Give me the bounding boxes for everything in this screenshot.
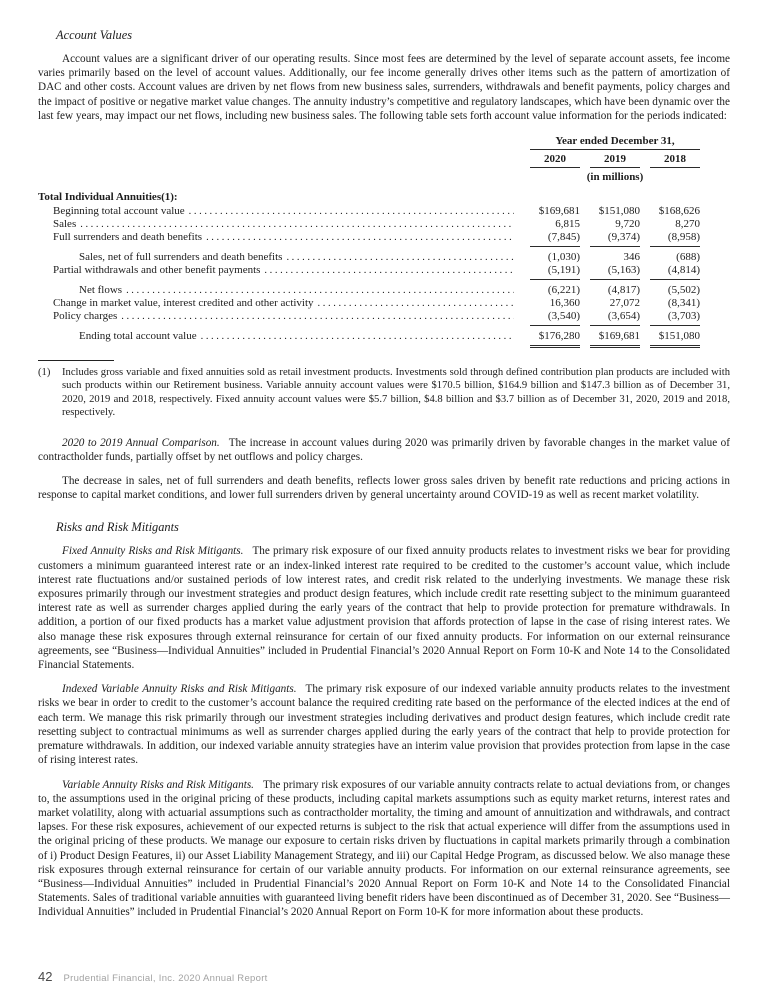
indexed-variable-text: The primary risk exposure of our indexed variable annuity products relates to the investment risks we bear in order to credit to the customer’s account balance the required crediting rate based on the performance of the elected indices at the end of each term. We manage this risk primarily through our investment strategies including derivatives and product design features, which include credit rate resetting subject to contractual minimums as well as surrender charges applied during the early years of the contract that help to provide protection for premature withdrawals. In addition, our indexed variable annuity strategies have an interim value provision that provides protection from lapse in the case of rising interest rates. xyxy=(38,683,731,767)
dot-leader xyxy=(80,218,514,231)
intro-paragraph: Account values are a significant driver of our operating results. Since most fees are determined by the level of separate account assets, fee income varies primarily based on the level of account values. Additionally, our fee income generally drives other items such as the pattern of amortization of DAC and other costs. Account values are driven by net flows from new business sales, surrenders, withdrawals and benefit payments, policy charges and the impact of positive or negative market value changes. The annuity industry’s competitive and regulatory landscapes, which have been dynamic over the last few years, may impact our net flows, including new business sales. The following table sets forth account value information for the periods indicated: xyxy=(38,53,730,122)
row-label-cell xyxy=(38,297,520,310)
decrease-paragraph: The decrease in sales, net of full surrenders and death benefits, reflects lower gross sales driven by benefit rate reductions and pricing actions in response to capital market conditions, and lower full surrenders driven by general uncertainty around COVID-19 as well as recent market volatility. xyxy=(38,475,730,502)
year-ended-label: Year ended December 31, xyxy=(530,135,700,150)
cell-value: (5,163) xyxy=(590,264,640,280)
variable-annuity-text: The primary risk exposures of our variable annuity contracts relate to actual deviations from, or changes to, the assumptions used in the original pricing of these products, including capital markets assumptions such as equity market returns, interest rates and market volatility, along with actuarial assumptions such as contractholder mortality, the timing and amount of annuitization and withdrawals, and contract lapses. For these risk exposures, achievement of our expected returns is subject to the risk that actual experience will differ from the assumptions used in the original pricing of these products. We manage our exposure to certain risks driven by fluctuations in capital markets primarily through a combination of i) Product Design Features, ii) our Asset Liability Management Strategy, and iii) our Capital Hedge Program, as discussed below. We also manage these risk exposures through external reinsurance for certain of our variable annuity products. For information on our external reinsurance agreements, see “Business—Individual Annuities” included in Prudential Financial’s 2020 Annual Report on Form 10-K and Note 14 to the Consolidated Financial Statements. Sales of traditional variable annuities with guaranteed living benefit riders have been discontinued as of December 31, 2020. See “Business—Individual Annuities” included in Prudential Financial’s 2020 Annual Report on Form 10-K for more information about these products. xyxy=(38,778,730,919)
indexed-variable-lead: Indexed Variable Annuity Risks and Risk Mitigants. xyxy=(62,683,297,696)
cell-value: (7,845) xyxy=(530,231,580,247)
units-label: (in millions) xyxy=(586,171,644,184)
column-header-2020: 2020 xyxy=(530,153,580,168)
fixed-annuity-lead: Fixed Annuity Risks and Risk Mitigants. xyxy=(62,545,244,558)
table-row xyxy=(38,251,730,264)
dot-leader xyxy=(126,284,514,297)
dot-leader xyxy=(121,310,514,323)
cell-value: (6,221) xyxy=(547,284,580,297)
row-label-cell xyxy=(38,218,520,231)
row-label-cell xyxy=(38,231,520,244)
row-label: Change in market value, interest credited and other activity xyxy=(53,297,314,310)
cell-value: (5,502) xyxy=(667,284,700,297)
row-label-cell xyxy=(38,310,520,323)
table-row xyxy=(38,231,730,247)
cell-value: $168,626 xyxy=(658,205,700,218)
page-number: 42 xyxy=(38,969,53,984)
footnote-text: Includes gross variable and fixed annuities sold as retail investment products. Investments sold through defined contribution plan products are included with such products within our Retirement business. Variable annuity account values were $170.5 billion, $164.9 billion and $147.3 billion as of December 31, 2020, 2019 and 2018, respectively. Fixed annuity account values were $5.7 billion, $4.8 billion and $3.7 billion as of December 31, 2020, 2019 and 2018, respectively. xyxy=(62,367,730,419)
cell-value: (3,540) xyxy=(530,310,580,326)
cell-value: (1,030) xyxy=(547,251,580,264)
dot-leader xyxy=(264,264,514,277)
footnote-1 xyxy=(38,366,730,420)
cell-value: (4,817) xyxy=(607,284,640,297)
cell-value: (4,814) xyxy=(650,264,700,280)
row-label: Net flows xyxy=(79,284,123,297)
table-row xyxy=(38,310,730,326)
cell-value: 6,815 xyxy=(555,218,580,231)
cell-value: (9,374) xyxy=(590,231,640,247)
table-row xyxy=(38,284,730,297)
table-row xyxy=(38,330,730,348)
cell-value: (688) xyxy=(676,251,700,264)
dot-leader xyxy=(318,297,514,310)
indexed-variable-paragraph xyxy=(38,682,730,767)
table-row xyxy=(38,205,730,218)
cell-value: (8,341) xyxy=(667,297,700,310)
row-label: Partial withdrawals and other benefit payments xyxy=(53,264,261,277)
cell-value: $169,681 xyxy=(538,205,580,218)
dot-leader xyxy=(286,251,514,264)
table-row xyxy=(38,218,730,231)
fixed-annuity-paragraph xyxy=(38,544,730,672)
dot-leader xyxy=(206,231,514,244)
cell-value: $176,280 xyxy=(530,330,580,348)
dot-leader xyxy=(201,330,514,343)
cell-value: 8,270 xyxy=(675,218,700,231)
table-group-label: Total Individual Annuities(1): xyxy=(38,191,178,204)
row-label: Full surrenders and death benefits xyxy=(53,231,203,244)
column-header-2018: 2018 xyxy=(650,153,700,168)
row-label-cell xyxy=(38,205,520,218)
footnote-divider xyxy=(38,360,114,361)
cell-value: 346 xyxy=(623,251,640,264)
section-title-risks: Risks and Risk Mitigants xyxy=(56,520,179,535)
comparison-text: The increase in account values during 2020 was primarily driven by favorable changes in the market value of contractholder funds, partially offset by net outflows and policy charges. xyxy=(38,436,730,463)
row-label-cell xyxy=(38,330,520,343)
table-header-spacer xyxy=(38,135,530,184)
row-label: Sales, net of full surrenders and death benefits xyxy=(79,251,283,264)
cell-value: (3,703) xyxy=(650,310,700,326)
row-label: Sales xyxy=(53,218,77,231)
row-label: Policy charges xyxy=(53,310,118,323)
dot-leader xyxy=(189,205,514,218)
column-header-2019: 2019 xyxy=(590,153,640,168)
cell-value: (8,958) xyxy=(650,231,700,247)
cell-value: 16,360 xyxy=(549,297,580,310)
row-label-cell xyxy=(38,264,520,277)
table-rows xyxy=(38,205,730,348)
table-header-columns xyxy=(530,135,700,184)
cell-value: 27,072 xyxy=(609,297,640,310)
cell-value: 9,720 xyxy=(615,218,640,231)
cell-value: (3,654) xyxy=(590,310,640,326)
footnote-marker: (1) xyxy=(38,367,51,379)
cell-value: (5,191) xyxy=(530,264,580,280)
year-columns xyxy=(530,153,700,168)
cell-value: $151,080 xyxy=(598,205,640,218)
comparison-paragraph xyxy=(38,436,730,464)
row-label-cell xyxy=(38,284,520,297)
section-title-account-values: Account Values xyxy=(56,28,133,42)
cell-value: $151,080 xyxy=(650,330,700,348)
table-row xyxy=(38,297,730,310)
row-label-cell xyxy=(38,251,520,264)
footer-report-title: Prudential Financial, Inc. 2020 Annual Report xyxy=(63,973,268,984)
table-row xyxy=(38,264,730,280)
fixed-annuity-text: The primary risk exposure of our fixed annuity products relates to investment risks we bear for providing customers a minimum guaranteed interest rate or an index-linked interest rate required to be credited to the customer’s account value, which include interest rate fluctuations and/or sustained periods of low interest rates, and credit risk related to the underlying investments. We manage these risk exposures primarily through our investment strategies and product design features, which include credit rate resetting subject to the minimum guaranteed interest rate as well as surrender charges applied during the early years of the contract that help to provide protection for premature withdrawals. In addition, a portion of our fixed products has a market value adjustment provision that affords protection of lapse in the case of rising interest rates. We also manage these risk exposures through external reinsurance for certain of our fixed annuity products. For information on our external reinsurance agreements, see “Business—Individual Annuities” included in Prudential Financial’s 2020 Annual Report on Form 10-K and Note 14 to the Consolidated Financial Statements. xyxy=(38,545,730,672)
account-values-table xyxy=(38,135,730,348)
cell-value: $169,681 xyxy=(590,330,640,348)
row-label: Ending total account value xyxy=(79,330,197,343)
row-label: Beginning total account value xyxy=(53,205,185,218)
page-footer xyxy=(38,969,268,984)
comparison-lead: 2020 to 2019 Annual Comparison. xyxy=(62,436,220,449)
variable-annuity-lead: Variable Annuity Risks and Risk Mitigants. xyxy=(62,778,254,791)
variable-annuity-paragraph xyxy=(38,778,730,920)
table-header xyxy=(38,135,730,184)
